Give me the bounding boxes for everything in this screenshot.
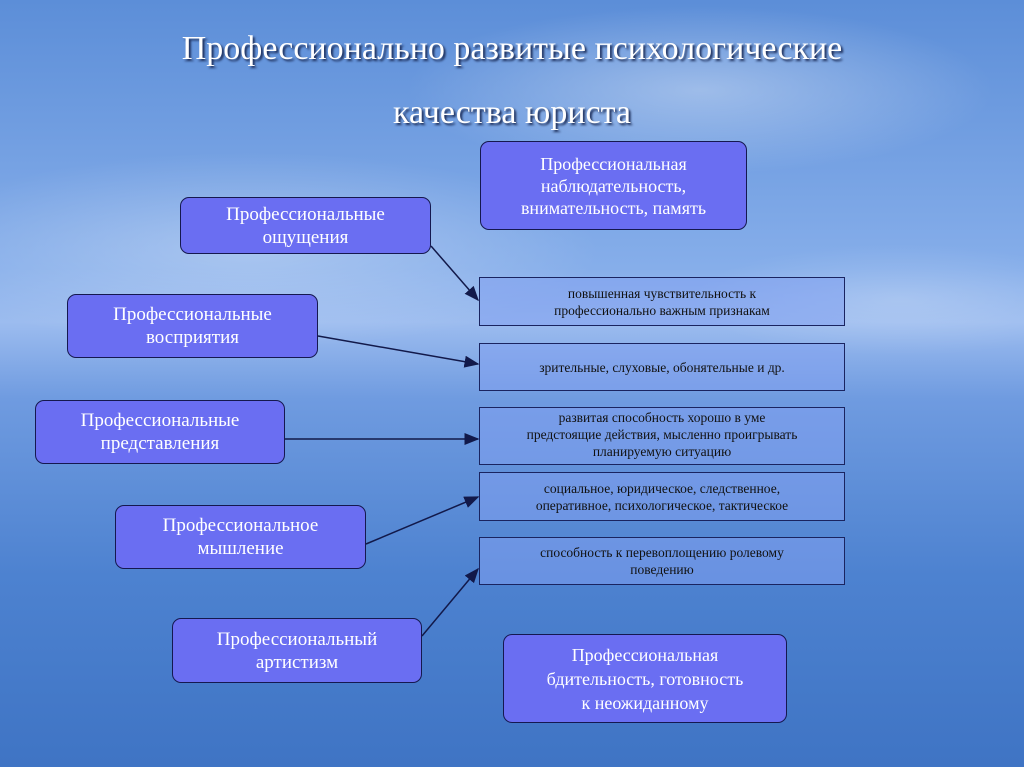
arrow-artistry (422, 569, 478, 636)
desc-role-play (479, 537, 845, 585)
desc-text: социальное, юридическое, следственное, (543, 480, 781, 496)
desc-text: планируемую ситуацию (592, 444, 732, 459)
box-text: Профессиональный (216, 628, 378, 650)
desc-text: оперативное, психологическое, тактическое (535, 497, 789, 513)
desc-text: развитая способность хорошо в уме (558, 410, 766, 425)
desc-text: зрительные, слуховые, обонятельные и др. (539, 359, 785, 375)
desc-text: повышенная чувствительность к (567, 285, 757, 301)
box-text: внимательность, память (520, 197, 707, 218)
box-observation (480, 141, 747, 230)
arrow-sensations (431, 246, 478, 300)
desc-text: предстоящие действия, мысленно проигрывать (526, 427, 798, 442)
box-text: бдительность, готовность (546, 668, 744, 689)
desc-thinking-types (479, 472, 845, 521)
box-text: к неожиданному (581, 692, 709, 713)
box-text: артистизм (255, 651, 339, 673)
box-text: Профессиональная (540, 153, 687, 174)
slide-title-line2: качества юриста (393, 94, 631, 131)
box-text: ощущения (262, 226, 349, 248)
box-text: Профессиональные (113, 304, 272, 325)
box-artistry (172, 618, 422, 683)
arrow-perceptions (318, 336, 478, 364)
box-text: Профессиональное (162, 515, 319, 536)
box-representations (35, 400, 285, 464)
box-perceptions (67, 294, 318, 358)
desc-perception-types (479, 343, 845, 391)
desc-imagination (479, 407, 845, 465)
box-sensations (180, 197, 431, 254)
box-text: представления (100, 433, 220, 454)
box-vigilance (503, 634, 787, 723)
desc-text: способность к перевоплощению ролевому (540, 545, 784, 560)
desc-sensitivity (479, 277, 845, 326)
box-text: восприятия (145, 327, 240, 348)
box-text: наблюдательность, (540, 175, 687, 196)
box-text: Профессиональные (80, 410, 240, 431)
slide-title-line1: Профессионально развитые психологические (181, 30, 843, 67)
desc-text: поведению (630, 562, 694, 577)
arrow-thinking (366, 497, 478, 544)
box-text: мышление (197, 538, 284, 559)
box-text: Профессиональные (226, 203, 385, 225)
box-thinking (115, 505, 366, 569)
box-text: Профессиональная (571, 644, 719, 665)
desc-text: профессионально важным признакам (554, 302, 770, 318)
